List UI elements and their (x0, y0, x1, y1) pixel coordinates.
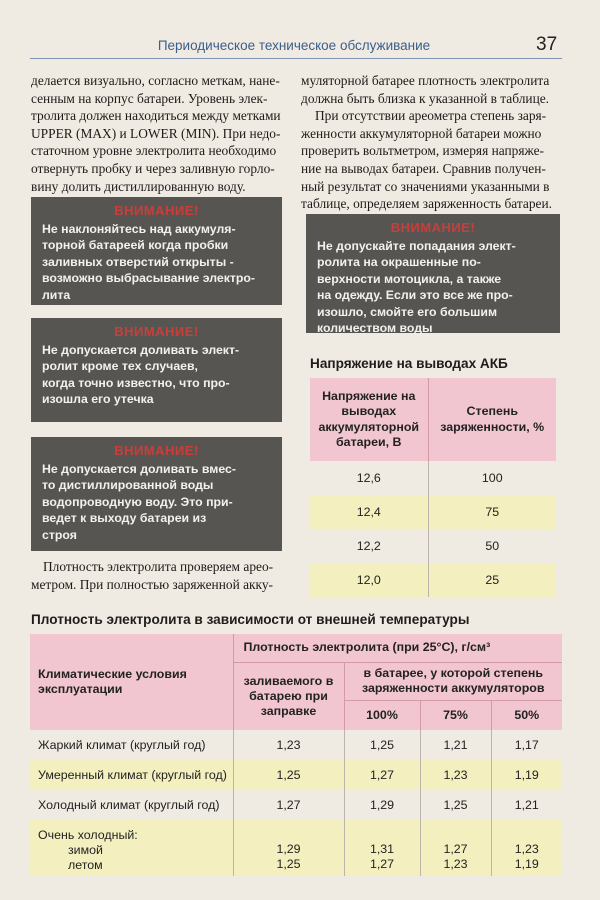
warning-line: ролита на окрашенные по- (317, 255, 481, 270)
text-line: делается визуально, согласно меткам, нане- (31, 73, 280, 88)
table-header-row (310, 378, 556, 461)
warning-line: на одежду. Если это все же про- (317, 288, 513, 303)
text-line: должна быть близка к указанной в таблице. (301, 90, 550, 106)
warning-line: изошло, смойте его большим (317, 304, 498, 319)
table-row (310, 495, 556, 529)
charge-cell: 100 (481, 471, 503, 485)
warning-box (31, 318, 282, 422)
very-cold-label: Очень холодный: (38, 827, 138, 842)
warning-title: ВНИМАНИЕ! (114, 443, 199, 458)
voltage-header: Напряжение на выводах аккумуляторной батареи, В (310, 378, 428, 461)
value-cell (491, 820, 562, 876)
table-header-row (30, 634, 562, 662)
text-line: таблице, определяем заряженность батареи. (301, 196, 553, 212)
climate-cell (30, 820, 233, 876)
climate-cell: Жаркий климат (круглый год) (38, 738, 206, 752)
voltage-table-title: Напряжение на выводах АКБ (310, 356, 508, 371)
table-row (30, 790, 562, 820)
running-title: Периодическое техническое обслуживание (157, 38, 431, 53)
page-number: 37 (536, 34, 558, 55)
table-row (30, 730, 562, 760)
warning-line: количеством воды (317, 321, 433, 336)
warning-line: ролит кроме тех случаев, (42, 359, 198, 374)
charge-cell: 25 (485, 573, 500, 587)
percent-header: 75% (420, 700, 491, 730)
charge-cell: 75 (485, 505, 500, 519)
right-intro-paragraph (301, 72, 563, 213)
table-row (30, 820, 562, 876)
warning-line: Не допускайте попадания элект- (317, 239, 516, 253)
warning-line: Не наклоняйтесь над аккумуля- (42, 222, 236, 236)
warning-line: ведет к выходу батареи из (42, 511, 207, 526)
battery-group-header: в батарее, у которой степень заряженности аккумуляторов (344, 662, 562, 700)
warning-line: водопроводную воду. Это при- (42, 494, 233, 509)
text-line: UPPER (MAX) и LOWER (MIN). При недо- (31, 125, 281, 141)
value-cell: 1,25 (420, 790, 491, 820)
value-cell (344, 820, 420, 876)
text-line: проверить вольтметром, измеряя напряже- (301, 143, 545, 159)
voltage-table (310, 378, 556, 597)
text-line: вину долить дистиллированную воду. (31, 178, 246, 194)
voltage-cell: 12,4 (310, 495, 428, 529)
warning-line: изошла его утечка (42, 392, 154, 407)
summer-label: летом (68, 857, 103, 872)
charge-cell: 50 (485, 539, 500, 553)
winter-value: 1,23 (514, 842, 539, 856)
value-cell: 1,25 (344, 730, 420, 760)
warning-box (306, 214, 560, 336)
warning-line: Не допускается доливать элект- (42, 343, 240, 357)
value-cell: 1,21 (420, 730, 491, 760)
voltage-cell: 12,0 (310, 563, 428, 597)
climate-cell: Холодный климат (круглый год) (38, 798, 220, 812)
header-rule (30, 58, 562, 59)
winter-label: зимой (68, 842, 103, 857)
text-line: сенным на корпус батареи. Уровень элек- (31, 90, 268, 106)
text-line: При отсутствии ареометра степень заря- (315, 108, 547, 124)
warning-line: когда точно известно, что про- (42, 375, 230, 390)
warning-line: строя (42, 527, 77, 542)
density-group-header: Плотность электролита (при 25°С), г/см³ (233, 634, 562, 662)
text-line: Плотность электролита проверяем арео- (43, 559, 274, 574)
left-outro-paragraph (31, 558, 283, 593)
voltage-cell: 12,6 (310, 461, 428, 495)
value-cell (233, 820, 344, 876)
climate-cell: Умеренный климат (круглый год) (30, 760, 233, 790)
table-row (310, 529, 556, 563)
warning-line: верхности мотоцикла, а также (317, 271, 502, 286)
voltage-cell: 12,2 (310, 529, 428, 563)
value-cell: 1,29 (344, 790, 420, 820)
warning-line: торной батареей когда пробки (42, 238, 229, 253)
warning-line: лита (42, 287, 71, 302)
warning-line: возможно выбрасывание электро- (42, 271, 256, 286)
text-line: тролита должен находиться между метками (31, 108, 281, 124)
text-line: метром. При полностью заряженной акку- (31, 576, 273, 592)
text-line: ный результат со значениями указанными в (301, 178, 550, 194)
value-cell: 1,17 (491, 730, 562, 760)
climate-header: Климатические условия эксплуатации (30, 634, 233, 730)
summer-value: 1,23 (443, 857, 468, 871)
winter-value: 1,29 (276, 842, 301, 856)
value-cell: 1,19 (491, 760, 562, 790)
fill-density-header: заливаемого в батарею при заправке (233, 662, 344, 730)
winter-value: 1,31 (369, 842, 395, 856)
warning-line: то дистиллированной воды (42, 478, 214, 493)
text-line: муляторной батарее плотность электролита (301, 73, 550, 88)
value-cell: 1,27 (344, 760, 420, 790)
warning-title: ВНИМАНИЕ! (114, 203, 199, 218)
text-line: отвернуть пробку и через заливную горло- (31, 160, 275, 176)
table-row (310, 461, 556, 495)
text-line: ние на выводах батареи. Сравнив получен- (301, 160, 546, 176)
text-line: статочном уровне электролита необходимо (31, 143, 277, 159)
warning-line: Не допускается доливать вмес- (42, 462, 236, 476)
table-row (30, 760, 562, 790)
warning-box (31, 437, 282, 551)
charge-header: Степень заряженности, % (440, 404, 545, 434)
value-cell: 1,23 (233, 730, 344, 760)
value-cell: 1,23 (420, 760, 491, 790)
summer-value: 1,25 (276, 857, 301, 871)
warning-box (31, 197, 282, 305)
percent-header: 50% (491, 700, 562, 730)
warning-title: ВНИМАНИЕ! (114, 324, 199, 339)
value-cell: 1,27 (233, 790, 344, 820)
summer-value: 1,19 (514, 857, 539, 871)
density-table (30, 634, 562, 876)
left-intro-paragraph (31, 72, 281, 195)
warning-line: заливных отверстий открыты - (42, 254, 234, 269)
percent-header: 100% (344, 700, 420, 730)
warning-title: ВНИМАНИЕ! (390, 220, 476, 235)
text-line: женности аккумуляторной батареи можно (301, 125, 542, 141)
value-cell: 1,21 (491, 790, 562, 820)
summer-value: 1,27 (369, 857, 395, 871)
density-table-title: Плотность электролита в зависимости от внешней температуры (31, 612, 470, 627)
value-cell (420, 820, 491, 876)
table-row (310, 563, 556, 597)
winter-value: 1,27 (443, 842, 468, 856)
value-cell: 1,25 (233, 760, 344, 790)
